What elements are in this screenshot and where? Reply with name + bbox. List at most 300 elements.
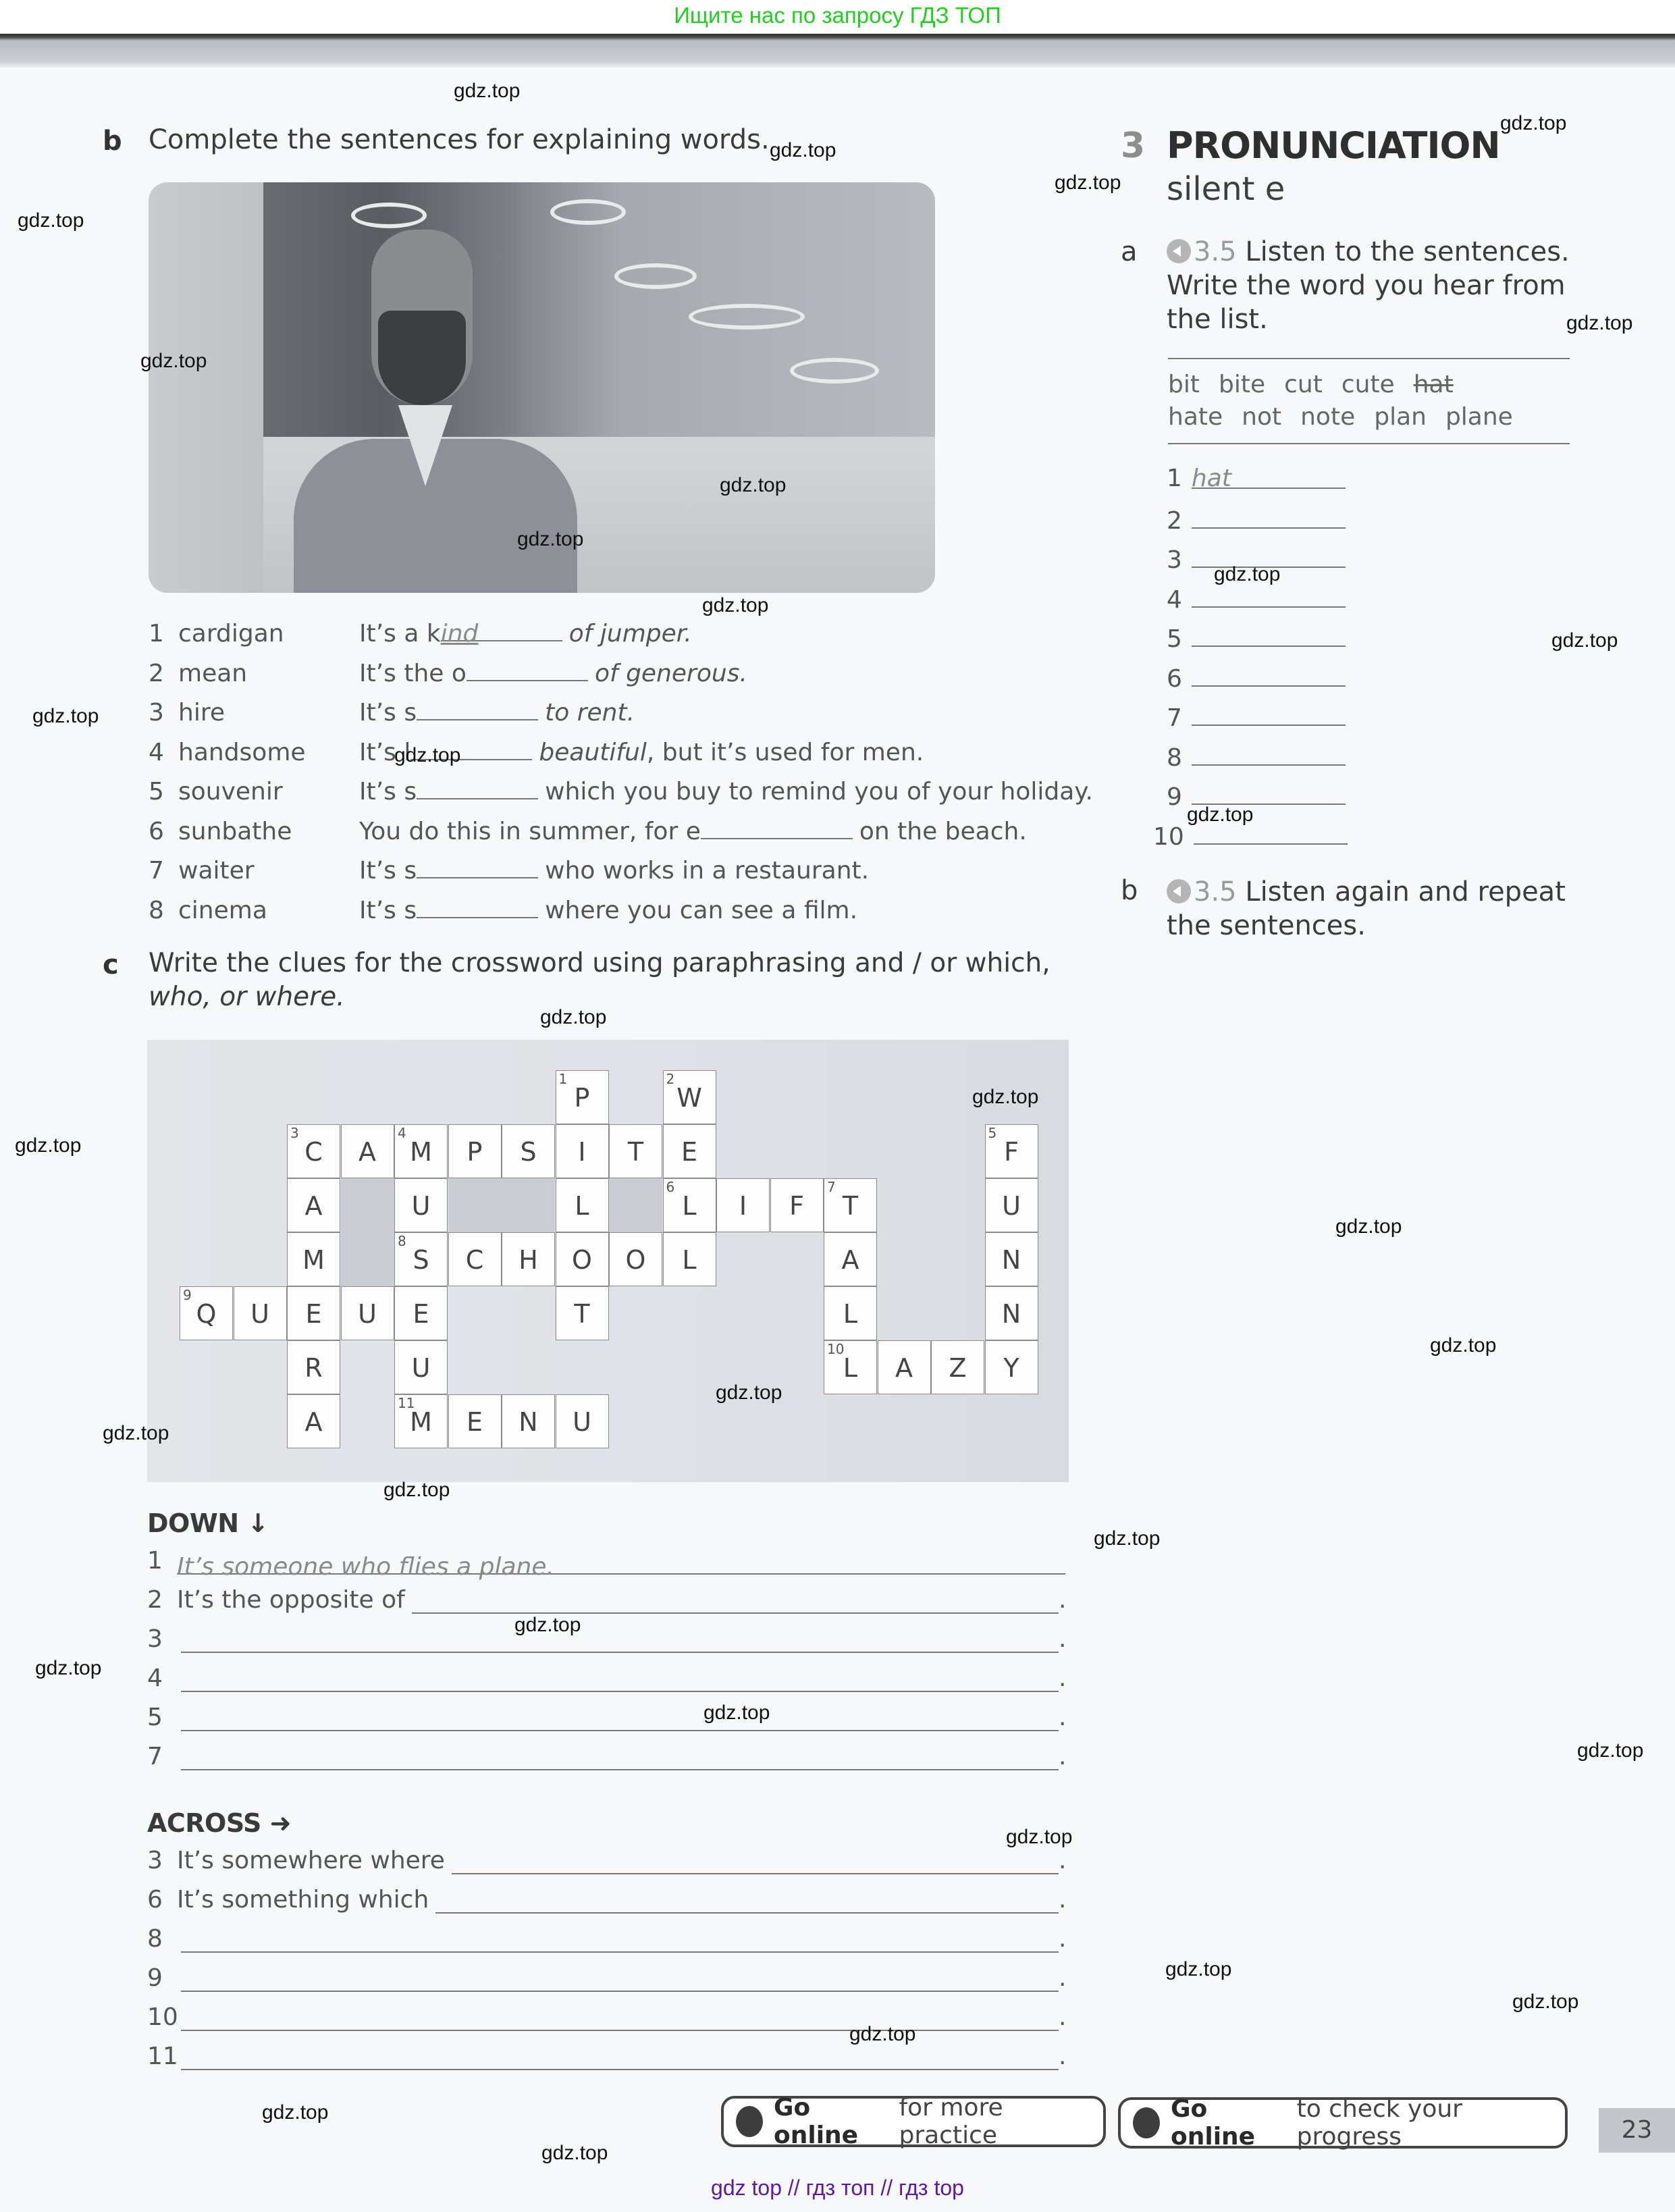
clue-answer-line[interactable] (181, 1710, 1059, 1731)
pron-answer-row (1167, 741, 1346, 772)
watermark-text: gdz.top (1577, 1739, 1644, 1762)
item-prefix: It’s s (359, 778, 417, 806)
answer-blank[interactable] (417, 699, 538, 720)
cell-letter: C (304, 1137, 323, 1167)
answer-blank[interactable] (417, 857, 538, 878)
item-suffix: of jumper. (568, 620, 692, 648)
cell-letter: T (627, 1137, 644, 1167)
scanned-page-edge (0, 34, 1675, 68)
crossword-cell[interactable] (985, 1286, 1038, 1340)
item-word: hire (178, 699, 225, 727)
cell-letter: C (465, 1245, 484, 1275)
item-number: 5 (149, 778, 164, 806)
watermark-text: gdz.top (702, 594, 769, 616)
item-prefix: It’s the o (359, 659, 467, 687)
cell-letter: S (520, 1137, 537, 1167)
clue-prefix: It’s the opposite of (177, 1586, 405, 1614)
watermark-text: gdz.top (514, 1614, 581, 1636)
answer-line[interactable] (1192, 781, 1346, 805)
clue-row (147, 1926, 1065, 1953)
answer-line[interactable] (1192, 583, 1346, 608)
answer-example: ind (440, 620, 479, 648)
clue-answer-line[interactable] (181, 1631, 1059, 1653)
clue-number: 8 (147, 1925, 163, 1953)
pron-answer-row (1167, 702, 1346, 732)
clue-answer-line[interactable] (181, 1670, 1059, 1692)
pron-b-letter: b (1121, 875, 1138, 906)
crossword-cell[interactable] (663, 1232, 716, 1286)
word-list-row-2 (1168, 401, 1570, 433)
cell-letter: A (304, 1407, 323, 1437)
cell-letter: E (466, 1407, 483, 1437)
item-suffix-italic: beautiful (539, 738, 647, 766)
cell-letter: P (467, 1137, 483, 1167)
crossword-cell[interactable] (341, 1124, 394, 1178)
go-online-progress-button[interactable]: Go online to check your progress (1118, 2097, 1568, 2149)
word-list-box (1168, 358, 1570, 444)
clue-number: 9 (183, 1287, 192, 1303)
clue-row (147, 1587, 1065, 1614)
watermark-text: gdz.top (140, 350, 207, 372)
item-suffix: to rent. (545, 699, 635, 727)
crossword-cell[interactable] (824, 1178, 877, 1232)
watermark-text: gdz.top (383, 1479, 450, 1501)
watermark-text: gdz.top (18, 209, 84, 232)
watermark-text: gdz.top (541, 2142, 608, 2164)
crossword-cell[interactable] (663, 1070, 716, 1124)
clue-answer-line[interactable] (435, 1892, 1059, 1914)
crossword-cell[interactable] (824, 1286, 877, 1340)
item-word: sunbathe (178, 817, 292, 845)
item-word: souvenir (178, 778, 283, 806)
answer-blank[interactable] (440, 620, 562, 648)
item-number: 7 (149, 857, 164, 885)
item-word: mean (178, 659, 248, 687)
cell-letter: A (304, 1191, 323, 1221)
exercise-b-item (149, 699, 1094, 727)
clue-row (147, 1626, 1065, 1653)
clue-number: 4 (398, 1125, 406, 1141)
clue-answer-line[interactable] (452, 1853, 1059, 1874)
crossword-cell[interactable] (556, 1070, 609, 1124)
watermark-text: gdz.top (1430, 1334, 1497, 1357)
crossword-cell[interactable] (502, 1394, 555, 1448)
exercise-b-item (149, 897, 1094, 924)
watermark-text: gdz.top (1055, 172, 1121, 194)
watermark-text: gdz.top (517, 528, 584, 550)
item-word: cardigan (178, 620, 284, 648)
item-word: waiter (178, 857, 255, 885)
word-list-item: hat (1413, 371, 1454, 398)
watermark-text: gdz.top (1335, 1215, 1402, 1238)
watermark-text: gdz.top (32, 705, 99, 727)
item-word: handsome (178, 738, 306, 766)
crossword-cell[interactable] (556, 1232, 609, 1286)
cell-letter: I (578, 1137, 586, 1167)
crossword-cell[interactable] (878, 1340, 931, 1394)
clue-period: . (1059, 1586, 1067, 1614)
answer-number: 5 (1167, 625, 1182, 653)
cell-letter: N (519, 1407, 538, 1437)
exercise-b-letter: b (103, 126, 122, 157)
answer-number: 3 (1167, 546, 1182, 574)
crossword-cell[interactable] (287, 1232, 340, 1286)
crossword-cell[interactable] (394, 1124, 448, 1178)
pron-answer-row (1167, 583, 1346, 614)
crossword-cell[interactable] (663, 1124, 716, 1178)
clue-number: 11 (147, 2043, 178, 2070)
crossword-cell[interactable] (985, 1232, 1038, 1286)
clue-period: . (1059, 1925, 1067, 1953)
cell-letter: N (1001, 1299, 1021, 1329)
cell-letter: U (411, 1191, 431, 1221)
answer-line[interactable] (1192, 741, 1346, 766)
watermark-text: gdz.top (1551, 629, 1618, 652)
watermark-text: gdz.top (540, 1006, 607, 1028)
crossword-cell[interactable] (287, 1340, 340, 1394)
clue-period: . (1059, 1847, 1067, 1874)
cell-letter: I (739, 1191, 747, 1221)
section-title: PRONUNCIATION (1167, 124, 1500, 167)
clue-number: 1 (558, 1071, 568, 1087)
watermark-text: gdz.top (1165, 1958, 1232, 1980)
cell-letter: H (519, 1245, 538, 1275)
footer-watermark-links[interactable]: gdz top // гдз топ // гдз top (711, 2176, 964, 2200)
word-list-item: hate (1168, 403, 1223, 431)
answer-number: 8 (1167, 743, 1182, 772)
item-prefix: You do this in summer, for e (359, 817, 701, 845)
crossword-cell[interactable] (556, 1124, 609, 1178)
watermark-text: gdz.top (35, 1657, 102, 1679)
watermark-text: gdz.top (716, 1381, 782, 1404)
go-online-practice-button[interactable]: Go online for more practice (721, 2096, 1106, 2147)
item-number: 4 (149, 738, 164, 766)
clue-answer-line[interactable] (181, 1931, 1059, 1953)
arrow-right-icon: ➜ (269, 1808, 291, 1838)
cell-letter: L (575, 1191, 589, 1221)
clue-answer-example[interactable]: It’s someone who flies a plane. (177, 1553, 1065, 1575)
crossword-cell[interactable] (502, 1124, 555, 1178)
word-list-item: note (1300, 403, 1356, 431)
clue-answer-line[interactable] (181, 1970, 1059, 1992)
cell-letter: Y (1003, 1353, 1019, 1383)
answer-blank[interactable] (417, 897, 538, 918)
cell-letter: Q (196, 1299, 217, 1329)
crossword-cell[interactable] (824, 1232, 877, 1286)
cell-letter: F (1004, 1137, 1019, 1167)
word-list-item: cut (1284, 371, 1323, 398)
watermark-text: gdz.top (1214, 563, 1281, 585)
clue-row (147, 1887, 1065, 1914)
crossword-cell[interactable] (180, 1286, 233, 1340)
word-list-row-1 (1168, 369, 1570, 401)
clue-row (147, 1965, 1065, 1992)
crossword-cell[interactable] (985, 1340, 1038, 1394)
clue-answer-line[interactable] (412, 1592, 1059, 1614)
item-suffix: where you can see a film. (545, 896, 858, 924)
clue-number: 10 (827, 1341, 845, 1357)
crossword-cell[interactable] (341, 1286, 394, 1340)
crossword-cell[interactable] (663, 1178, 716, 1232)
cell-letter: L (682, 1245, 697, 1275)
item-suffix: on the beach. (859, 817, 1027, 845)
clue-number: 4 (147, 1664, 163, 1692)
cell-letter: Z (949, 1353, 967, 1383)
word-list-item: bit (1168, 371, 1200, 398)
clue-number: 7 (147, 1743, 163, 1770)
exercise-b-item (149, 739, 1094, 766)
cell-letter: W (676, 1083, 702, 1113)
watermark-text: gdz.top (770, 139, 836, 161)
crossword-cell[interactable] (609, 1124, 662, 1178)
answer-number: 4 (1167, 585, 1182, 614)
item-prefix: It’s a k (359, 620, 441, 648)
crossword-cell[interactable] (556, 1394, 609, 1448)
item-suffix: which you buy to remind you of your holiday. (545, 778, 1093, 806)
clue-period: . (1059, 1886, 1067, 1914)
crossword-cell[interactable] (985, 1178, 1038, 1232)
watermark-text: gdz.top (262, 2101, 329, 2124)
audio-speaker-icon[interactable] (1167, 879, 1191, 903)
clue-number: 11 (398, 1395, 415, 1411)
clue-period: . (1059, 2003, 1067, 2031)
cell-letter: A (358, 1137, 376, 1167)
item-prefix: It’s l (359, 738, 411, 766)
clue-number: 9 (147, 1964, 163, 1992)
word-list-item: plane (1445, 403, 1513, 431)
watermark-text: gdz.top (1006, 1826, 1073, 1848)
word-list-item: not (1242, 403, 1282, 431)
shaded-cell (502, 1178, 555, 1232)
clue-answer-line[interactable] (181, 2009, 1059, 2031)
crossword-cell[interactable] (394, 1232, 448, 1286)
answer-number: 7 (1167, 704, 1182, 732)
answer-line[interactable] (1191, 465, 1346, 492)
crossword-cell[interactable] (448, 1394, 502, 1448)
cell-letter: P (574, 1083, 590, 1113)
crossword-cell[interactable] (287, 1124, 340, 1178)
clue-number: 1 (147, 1547, 163, 1575)
watermark-text: gdz.top (1500, 112, 1567, 134)
clue-prefix: It’s somewhere where (177, 1847, 445, 1874)
answer-example: hat (1191, 465, 1231, 492)
clue-row (147, 1704, 1065, 1731)
answer-number: 2 (1167, 506, 1182, 535)
cell-letter: L (682, 1191, 697, 1221)
answer-line[interactable] (1192, 623, 1346, 647)
watermark-text: gdz.top (454, 80, 521, 102)
clue-number: 3 (290, 1125, 299, 1141)
crossword-cell[interactable] (394, 1286, 448, 1340)
crossword-cell[interactable] (556, 1178, 609, 1232)
clue-period: . (1059, 2043, 1067, 2070)
cell-letter: M (302, 1245, 325, 1275)
crossword-cell[interactable] (394, 1340, 448, 1394)
answer-number: 1 (1167, 465, 1182, 492)
watermark-text: gdz.top (103, 1422, 169, 1444)
shaded-cell (448, 1178, 502, 1232)
crossword-cell[interactable] (716, 1178, 770, 1232)
answer-blank[interactable] (701, 818, 853, 839)
watermark-text: gdz.top (703, 1702, 770, 1724)
cell-letter: U (250, 1299, 269, 1329)
exercise-b-instruction: Complete the sentences for explaining words. (149, 124, 770, 155)
crossword-cell[interactable] (287, 1178, 340, 1232)
clue-number: 3 (147, 1625, 163, 1653)
watermark-text: gdz.top (394, 744, 461, 766)
clue-number: 8 (398, 1233, 406, 1249)
item-prefix: It’s s (359, 896, 417, 924)
clue-period: . (1059, 1664, 1067, 1692)
item-number: 3 (149, 699, 164, 727)
page-number: 23 (1599, 2108, 1675, 2153)
down-heading: DOWN ↓ (147, 1508, 269, 1538)
clue-number: 5 (147, 1704, 163, 1731)
word-list-item: cute (1341, 371, 1395, 398)
section-subtitle: silent e (1167, 170, 1285, 208)
cell-letter: R (304, 1353, 323, 1383)
answer-line[interactable] (1192, 662, 1346, 687)
shaded-cell (609, 1178, 662, 1232)
cell-letter: T (842, 1191, 859, 1221)
crossword-cell[interactable] (931, 1340, 984, 1394)
item-number: 6 (149, 817, 164, 845)
exercise-b-item (149, 778, 1094, 806)
clue-number: 2 (666, 1071, 675, 1087)
exercise-b-item (149, 857, 1094, 885)
clue-period: . (1059, 1964, 1067, 1992)
crossword-cell[interactable] (770, 1178, 824, 1232)
watermark-text: gdz.top (15, 1134, 82, 1157)
cell-letter: S (413, 1245, 429, 1275)
cell-letter: F (789, 1191, 804, 1221)
cell-letter: L (843, 1299, 858, 1329)
clue-row (147, 1743, 1065, 1770)
cell-letter: M (410, 1407, 432, 1437)
answer-line[interactable] (1192, 702, 1346, 726)
watermark-text: gdz.top (1566, 312, 1633, 334)
shaded-cell (341, 1232, 394, 1286)
arrow-down-icon: ↓ (247, 1508, 269, 1538)
cell-letter: U (411, 1353, 431, 1383)
crossword-cell[interactable] (234, 1286, 287, 1340)
answer-line[interactable] (1192, 504, 1346, 529)
cell-letter: T (574, 1299, 590, 1329)
answer-blank[interactable] (417, 778, 538, 799)
clue-number: 3 (147, 1847, 163, 1874)
cell-letter: M (410, 1137, 432, 1167)
cell-letter: E (413, 1299, 429, 1329)
crossword-cell[interactable] (556, 1286, 609, 1340)
pron-a-letter: a (1121, 236, 1138, 267)
cell-letter: U (573, 1407, 591, 1437)
word-list-item: plan (1374, 403, 1427, 431)
item-number: 2 (149, 659, 164, 687)
clue-period: . (1059, 1625, 1067, 1653)
cell-letter: A (895, 1353, 913, 1383)
cell-letter: U (358, 1299, 377, 1329)
watermark-text: gdz.top (1512, 1991, 1579, 2013)
checkmark-icon (1133, 2107, 1160, 2138)
clue-number: 6 (666, 1179, 675, 1195)
cell-letter: O (572, 1245, 592, 1275)
answer-number: 9 (1167, 783, 1182, 811)
pron-b-instruction: 3.5 Listen again and repeat the sentences. (1167, 876, 1566, 941)
clue-number: 10 (147, 2003, 178, 2031)
item-suffix: of generous. (594, 659, 747, 687)
clue-period: . (1059, 1704, 1067, 1731)
item-prefix: It’s s (359, 699, 417, 727)
clue-answer-line[interactable] (181, 2049, 1059, 2070)
exercise-b-item (149, 620, 1094, 648)
clue-answer-line[interactable] (181, 1749, 1059, 1770)
item-word: cinema (178, 896, 267, 924)
crossword-cell[interactable] (287, 1394, 340, 1448)
word-list-item: bite (1218, 371, 1266, 398)
clue-number: 6 (147, 1886, 163, 1914)
exercise-b-item (149, 660, 1094, 687)
cell-letter: A (841, 1245, 859, 1275)
exercise-b-item (149, 818, 1094, 845)
crossword-cell[interactable] (394, 1178, 448, 1232)
cell-letter: U (1002, 1191, 1021, 1221)
clue-row (147, 2043, 1065, 2070)
watermark-text: gdz.top (849, 2023, 916, 2045)
clue-row (147, 1665, 1065, 1692)
watermark-text: gdz.top (1094, 1527, 1161, 1550)
crossword-cell[interactable] (609, 1232, 662, 1286)
crossword-cell[interactable] (394, 1394, 448, 1448)
clue-row (147, 1847, 1065, 1874)
crossword-cell[interactable] (448, 1124, 502, 1178)
cell-letter: L (843, 1353, 858, 1383)
watermark-text: gdz.top (720, 474, 787, 496)
pron-answer-row (1167, 504, 1346, 535)
audio-speaker-icon[interactable] (1167, 239, 1191, 263)
exercise-c-instruction-1: Write the clues for the crossword using paraphrasing and / or which, (149, 948, 1051, 978)
item-number: 1 (149, 620, 164, 648)
cell-letter: N (1001, 1245, 1021, 1275)
crossword-cell[interactable] (448, 1232, 502, 1286)
clue-row (147, 2004, 1065, 2031)
clue-period: . (1059, 1743, 1067, 1770)
watermark-text: gdz.top (972, 1086, 1039, 1108)
cell-letter: E (305, 1299, 322, 1329)
cursor-arrow-icon (736, 2106, 763, 2137)
clue-number: 5 (988, 1125, 997, 1141)
exercise-c-instruction-2: who, or where. (149, 982, 345, 1012)
crossword-cell[interactable] (502, 1232, 555, 1286)
item-number: 8 (149, 896, 164, 924)
clue-number: 2 (147, 1586, 163, 1614)
answer-number: 6 (1167, 664, 1182, 693)
across-heading: ACROSS ➜ (147, 1808, 291, 1838)
exercise-c-letter: c (103, 949, 119, 980)
item-prefix: It’s s (359, 857, 417, 885)
answer-blank[interactable] (467, 660, 588, 681)
item-suffix: who works in a restaurant. (545, 857, 870, 885)
answer-number: 10 (1153, 822, 1184, 851)
section-number: 3 (1121, 126, 1146, 166)
clue-prefix: It’s something which (177, 1886, 429, 1914)
pron-answer-row (1167, 465, 1346, 492)
crossword-cell[interactable] (287, 1286, 340, 1340)
top-banner-text[interactable]: Ищите нас по запросу ГДЗ ТОП (674, 3, 1001, 28)
crossword-cell[interactable] (985, 1124, 1038, 1178)
crossword-cell[interactable] (824, 1340, 877, 1394)
pron-answer-row (1167, 623, 1346, 653)
cell-letter: O (625, 1245, 646, 1275)
